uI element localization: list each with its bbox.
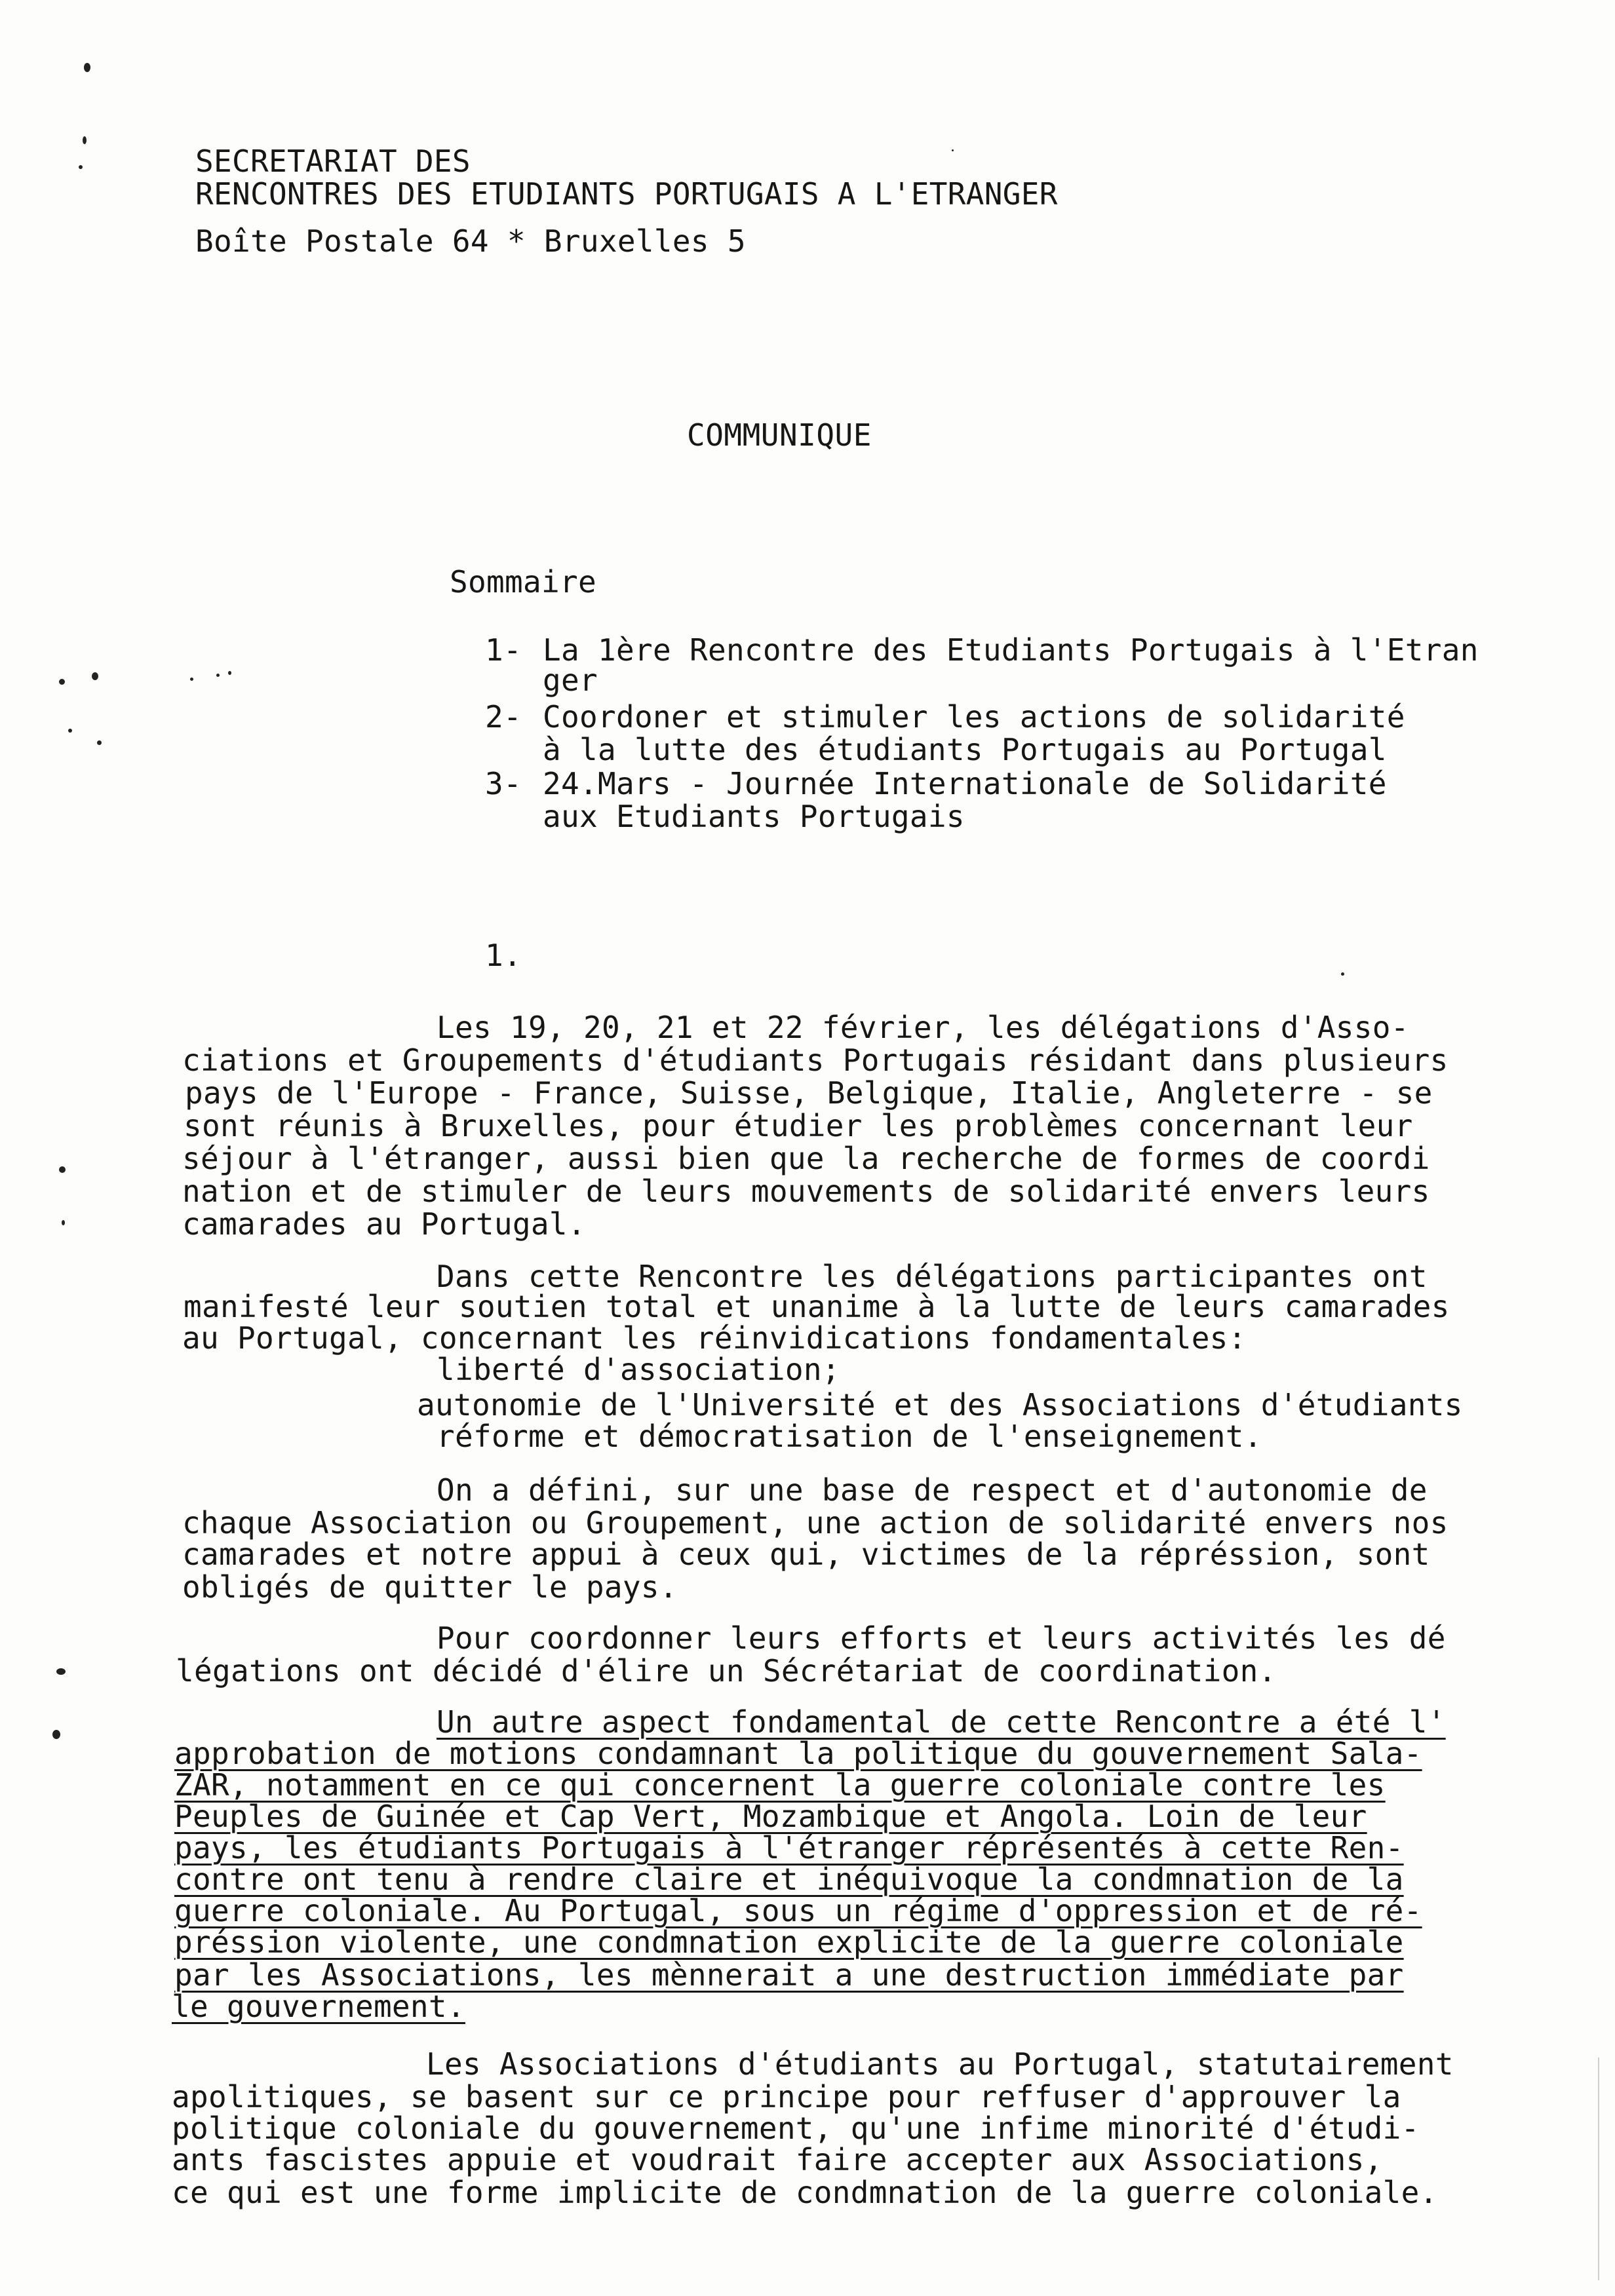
paragraph-line: ants fascistes appuie et voudrait faire accepter aux Associations, <box>172 2142 1383 2177</box>
scan-speck <box>952 149 954 151</box>
summary-item-number: 3- <box>485 766 522 801</box>
underlined-line: contre ont tenu à rendre claire et inéquivoque la condmnation de la <box>174 1862 1404 1897</box>
underlined-line: guerre coloniale. Au Portugal, sous un régime d'oppression et de ré- <box>174 1893 1422 1928</box>
paragraph-line: politique coloniale du gouvernement, qu'une infime minorité d'étudi- <box>172 2111 1420 2146</box>
summary-item-number: 2- <box>485 699 522 735</box>
scan-speck <box>84 63 90 72</box>
summary-item-number: 1- <box>485 632 522 668</box>
paragraph-line: Dans cette Rencontre les délégations participantes ont <box>437 1259 1428 1294</box>
paragraph-line: sont réunis à Bruxelles, pour étudier les problèmes concernant leur <box>184 1108 1413 1143</box>
scan-speck <box>68 729 72 733</box>
page-edge-mark <box>1598 2057 1599 2280</box>
underlined-line: le gouvernement. <box>172 1989 465 2024</box>
summary-item-text: Coordoner et stimuler les actions de solidarité <box>543 699 1405 735</box>
paragraph-line: nation et de stimuler de leurs mouvements de solidarité envers leurs <box>182 1174 1430 1209</box>
paragraph-line: obligés de quitter le pays. <box>182 1569 678 1605</box>
scan-speck <box>79 165 83 169</box>
scan-speck <box>62 1220 65 1225</box>
header-line-1: SECRETARIAT DES <box>195 144 471 179</box>
paragraph-line: liberté d'association; <box>437 1352 840 1387</box>
scan-speck <box>52 1730 60 1739</box>
paragraph-line: Les 19, 20, 21 et 22 février, les délégations d'Asso- <box>437 1010 1409 1045</box>
summary-item-text: à la lutte des étudiants Portugais au Portugal <box>543 732 1387 767</box>
scan-speck <box>83 136 87 144</box>
paragraph-line: ce qui est une forme implicite de condmnation de la guerre coloniale. <box>172 2175 1438 2210</box>
paragraph-line: ciations et Groupements d'étudiants Portugais résidant dans plusieurs <box>182 1043 1449 1078</box>
underlined-line: pays, les étudiants Portugais à l'étranger réprésentés à cette Ren- <box>174 1830 1404 1866</box>
scan-speck <box>228 671 231 675</box>
underlined-line: approbation de motions condamnant la politique du gouvernement Sala- <box>174 1736 1422 1771</box>
paragraph-line: camarades au Portugal. <box>182 1206 586 1242</box>
underlined-line: Peuples de Guinée et Cap Vert, Mozambique et Angola. Loin de leur <box>174 1799 1367 1834</box>
paragraph-line: autonomie de l'Université et des Associations d'étudiants <box>417 1387 1463 1423</box>
underlined-line: ZAR, notamment en ce qui concernent la guerre coloniale contre les <box>174 1767 1386 1803</box>
summary-item-text: ger <box>543 662 598 698</box>
header-line-3: Boîte Postale 64 * Bruxelles 5 <box>195 223 746 259</box>
underlined-line: par les Associations, les mènnerait a une destruction immédiate par <box>174 1957 1404 1993</box>
paragraph-line: Pour coordonner leurs efforts et leurs activités les dé <box>437 1620 1446 1656</box>
paragraph-line: On a défini, sur une base de respect et d'autonomie de <box>437 1472 1428 1508</box>
scan-speck <box>92 672 98 680</box>
paragraph-line: chaque Association ou Groupement, une action de solidarité envers nos <box>182 1505 1449 1540</box>
summary-item-text: La 1ère Rencontre des Etudiants Portugais à l'Etran <box>543 632 1479 668</box>
paragraph-line: séjour à l'étranger, aussi bien que la recherche de formes de coordi <box>182 1141 1430 1176</box>
paragraph-line: réforme et démocratisation de l'enseignement. <box>437 1419 1262 1454</box>
summary-item-text: aux Etudiants Portugais <box>543 799 965 834</box>
scan-speck <box>190 678 193 681</box>
section-number: 1. <box>485 938 522 973</box>
summary-item-text: 24.Mars - Journée Internationale de Solidarité <box>543 766 1387 801</box>
scan-speck <box>56 1668 66 1675</box>
paragraph-line: camarades et notre appui à ceux qui, victimes de la répréssion, sont <box>182 1537 1430 1572</box>
paragraph-line: Les Associations d'étudiants au Portugal, statutairement <box>426 2046 1454 2082</box>
scan-speck <box>59 1166 66 1173</box>
header-line-2: RENCONTRES DES ETUDIANTS PORTUGAIS A L'ETRANGER <box>195 176 1058 212</box>
scan-speck <box>59 679 65 685</box>
paragraph-line: manifesté leur soutien total et unanime à la lutte de leurs camarades <box>184 1289 1450 1324</box>
scan-speck <box>97 740 102 745</box>
underlined-line: préssion violente, une condmnation explicite de la guerre coloniale <box>174 1924 1404 1960</box>
scan-speck <box>1341 972 1344 976</box>
scan-speck <box>216 674 220 677</box>
paragraph-line: légations ont décidé d'élire un Sécrétariat de coordination. <box>176 1653 1277 1689</box>
summary-heading: Sommaire <box>450 564 596 600</box>
paragraph-line: apolitiques, se basent sur ce principe pour reffuser d'approuver la <box>172 2079 1401 2114</box>
underlined-line: Un autre aspect fondamental de cette Rencontre a été l' <box>437 1704 1446 1740</box>
page-title: COMMUNIQUE <box>687 417 872 453</box>
paragraph-line: au Portugal, concernant les réinvidications fondamentales: <box>182 1320 1247 1356</box>
paragraph-line: pays de l'Europe - France, Suisse, Belgique, Italie, Angleterre - se <box>185 1075 1433 1111</box>
